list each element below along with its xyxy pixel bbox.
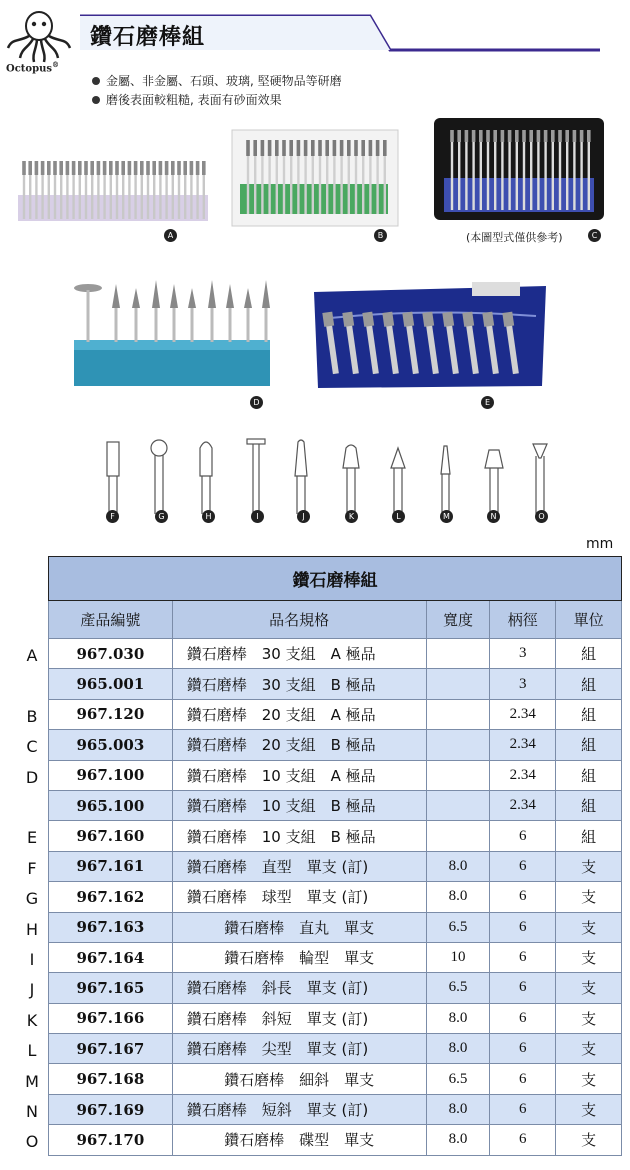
width-cell: 8.0 (426, 1034, 490, 1064)
shank-cell: 6 (490, 851, 556, 881)
row-letter-label: G (25, 889, 39, 909)
product-name-cell: 鑽石磨棒 斜短 單支 (訂) (172, 1003, 426, 1033)
shape-label-n: N (487, 510, 500, 523)
shank-cell: 2.34 (490, 760, 556, 790)
row-letter-label: F (27, 858, 37, 878)
width-cell: 8.0 (426, 1003, 490, 1033)
row-letter-label: C (26, 737, 38, 757)
unit-cell: 支 (556, 1094, 622, 1124)
page-title: 鑽石磨棒組 (90, 25, 206, 50)
shape-label-h: H (202, 510, 215, 523)
product-photo-a (18, 155, 213, 225)
row-letter-label: J (29, 980, 35, 1000)
table-row (49, 1094, 622, 1124)
product-code-cell: 967.120 (49, 699, 173, 729)
product-code-cell: 967.030 (49, 639, 173, 669)
unit-cell: 組 (556, 669, 622, 699)
shank-cell: 6 (490, 1003, 556, 1033)
shape-label-j: J (297, 510, 310, 523)
width-cell (426, 730, 490, 760)
shank-cell: 6 (490, 1064, 556, 1094)
product-photo-d (70, 268, 278, 390)
product-code-cell: 965.003 (49, 730, 173, 760)
unit-cell: 組 (556, 699, 622, 729)
table-row (49, 973, 622, 1003)
product-name-cell: 鑽石磨棒 10 支組 B 極品 (172, 821, 426, 851)
shank-cell: 2.34 (490, 699, 556, 729)
brand-name: Octopus® (6, 60, 59, 75)
product-code-cell: 967.160 (49, 821, 173, 851)
product-table (48, 556, 622, 1156)
product-code-cell: 967.161 (49, 851, 173, 881)
col-header-shank: 柄徑 (490, 601, 556, 639)
width-cell (426, 639, 490, 669)
shank-cell: 2.34 (490, 730, 556, 760)
product-name-cell: 鑽石磨棒 10 支組 A 極品 (172, 760, 426, 790)
product-name-cell: 鑽石磨棒 30 支組 B 極品 (172, 669, 426, 699)
row-letter-label: A (26, 646, 38, 665)
row-letter-label: B (26, 706, 38, 726)
table-row (49, 851, 622, 881)
row-letter-label: H (25, 919, 39, 939)
product-code-cell: 967.167 (49, 1034, 173, 1064)
shank-cell: 6 (490, 973, 556, 1003)
row-letter-label: K (26, 1010, 38, 1030)
image-note: (本圖型式僅供參考) (466, 231, 563, 244)
width-cell: 8.0 (426, 1094, 490, 1124)
product-name-cell: 鑽石磨棒 10 支組 B 極品 (172, 790, 426, 820)
product-code-cell: 967.163 (49, 912, 173, 942)
col-header-width: 寬度 (426, 601, 490, 639)
product-code-cell: 967.162 (49, 882, 173, 912)
shape-label-i: I (251, 510, 264, 523)
unit-cell: 組 (556, 790, 622, 820)
table-row (49, 1064, 622, 1094)
col-header-name: 品名規格 (172, 601, 426, 639)
product-name-cell: 鑽石磨棒 直丸 單支 (172, 912, 426, 942)
product-code-cell: 967.169 (49, 1094, 173, 1124)
width-cell (426, 821, 490, 851)
row-letter-label: I (29, 950, 35, 969)
shank-cell: 6 (490, 1034, 556, 1064)
product-photo-e (310, 278, 550, 390)
unit-label: mm (586, 536, 614, 552)
unit-cell: 支 (556, 851, 622, 881)
row-letter-label: O (25, 1132, 39, 1152)
width-cell (426, 760, 490, 790)
table-row (49, 1003, 622, 1033)
shape-label-m: M (440, 510, 453, 523)
unit-cell: 組 (556, 730, 622, 760)
shank-cell: 3 (490, 669, 556, 699)
width-cell: 10 (426, 942, 490, 972)
width-cell (426, 790, 490, 820)
table-row (49, 730, 622, 760)
width-cell (426, 669, 490, 699)
unit-cell: 組 (556, 639, 622, 669)
shape-label-k: K (345, 510, 358, 523)
shape-label-o: O (535, 510, 548, 523)
product-name-cell: 鑽石磨棒 直型 單支 (訂) (172, 851, 426, 881)
row-letter-label: E (26, 828, 38, 848)
product-code-cell: 967.170 (49, 1125, 173, 1155)
shank-cell: 6 (490, 942, 556, 972)
table-row (49, 790, 622, 820)
table-row (49, 639, 622, 669)
product-name-cell: 鑽石磨棒 尖型 單支 (訂) (172, 1034, 426, 1064)
shank-cell: 6 (490, 912, 556, 942)
product-name-cell: 鑽石磨棒 碟型 單支 (172, 1125, 426, 1155)
product-photo-b (230, 126, 400, 231)
row-letter-label: M (25, 1071, 39, 1091)
product-code-cell: 967.165 (49, 973, 173, 1003)
shank-cell: 2.34 (490, 790, 556, 820)
photo-label-a: A (164, 229, 177, 242)
unit-cell: 支 (556, 1064, 622, 1094)
unit-cell: 支 (556, 1003, 622, 1033)
shank-cell: 6 (490, 821, 556, 851)
unit-cell: 支 (556, 942, 622, 972)
row-letter-label: N (26, 1102, 38, 1121)
product-code-cell: 967.168 (49, 1064, 173, 1094)
product-name-cell: 鑽石磨棒 短斜 單支 (訂) (172, 1094, 426, 1124)
shank-cell: 6 (490, 1125, 556, 1155)
shank-cell: 6 (490, 1094, 556, 1124)
product-name-cell: 鑽石磨棒 細斜 單支 (172, 1064, 426, 1094)
product-name-cell: 鑽石磨棒 20 支組 A 極品 (172, 699, 426, 729)
product-name-cell: 鑽石磨棒 輪型 單支 (172, 942, 426, 972)
product-name-cell: 鑽石磨棒 30 支組 A 極品 (172, 639, 426, 669)
product-code-cell: 965.001 (49, 669, 173, 699)
product-name-cell: 鑽石磨棒 斜長 單支 (訂) (172, 973, 426, 1003)
table-title: 鑽石磨棒組 (49, 557, 622, 601)
width-cell: 6.5 (426, 1064, 490, 1094)
unit-cell: 支 (556, 912, 622, 942)
feature-bullet: 金屬、非金屬、石頭、玻璃, 堅硬物品等研磨 (92, 72, 342, 89)
width-cell: 8.0 (426, 882, 490, 912)
width-cell: 6.5 (426, 912, 490, 942)
col-header-unit: 單位 (556, 601, 622, 639)
shape-label-l: L (392, 510, 405, 523)
feature-bullet: 磨後表面較粗糙, 表面有砂面效果 (92, 91, 282, 108)
unit-cell: 支 (556, 1034, 622, 1064)
unit-cell: 組 (556, 760, 622, 790)
width-cell: 8.0 (426, 851, 490, 881)
table-row (49, 912, 622, 942)
row-letter-label: D (25, 767, 39, 787)
table-row (49, 1034, 622, 1064)
photo-label-c: C (588, 229, 601, 242)
product-code-cell: 967.166 (49, 1003, 173, 1033)
table-row (49, 760, 622, 790)
col-header-code: 產品編號 (49, 601, 173, 639)
shape-label-f: F (106, 510, 119, 523)
product-photo-c (434, 118, 604, 220)
table-row (49, 942, 622, 972)
table-row (49, 882, 622, 912)
unit-cell: 支 (556, 882, 622, 912)
photo-label-d: D (250, 396, 263, 409)
unit-cell: 支 (556, 973, 622, 1003)
table-row (49, 821, 622, 851)
product-code-cell: 967.100 (49, 760, 173, 790)
product-code-cell: 967.164 (49, 942, 173, 972)
product-code-cell: 965.100 (49, 790, 173, 820)
photo-label-e: E (481, 396, 494, 409)
unit-cell: 支 (556, 1125, 622, 1155)
table-row (49, 1125, 622, 1155)
table-row (49, 669, 622, 699)
width-cell: 8.0 (426, 1125, 490, 1155)
photo-label-b: B (374, 229, 387, 242)
product-name-cell: 鑽石磨棒 球型 單支 (訂) (172, 882, 426, 912)
shank-cell: 3 (490, 639, 556, 669)
table-row (49, 699, 622, 729)
product-name-cell: 鑽石磨棒 20 支組 B 極品 (172, 730, 426, 760)
shape-label-g: G (155, 510, 168, 523)
row-letter-label: L (27, 1041, 37, 1061)
shank-cell: 6 (490, 882, 556, 912)
width-cell (426, 699, 490, 729)
unit-cell: 組 (556, 821, 622, 851)
width-cell: 6.5 (426, 973, 490, 1003)
